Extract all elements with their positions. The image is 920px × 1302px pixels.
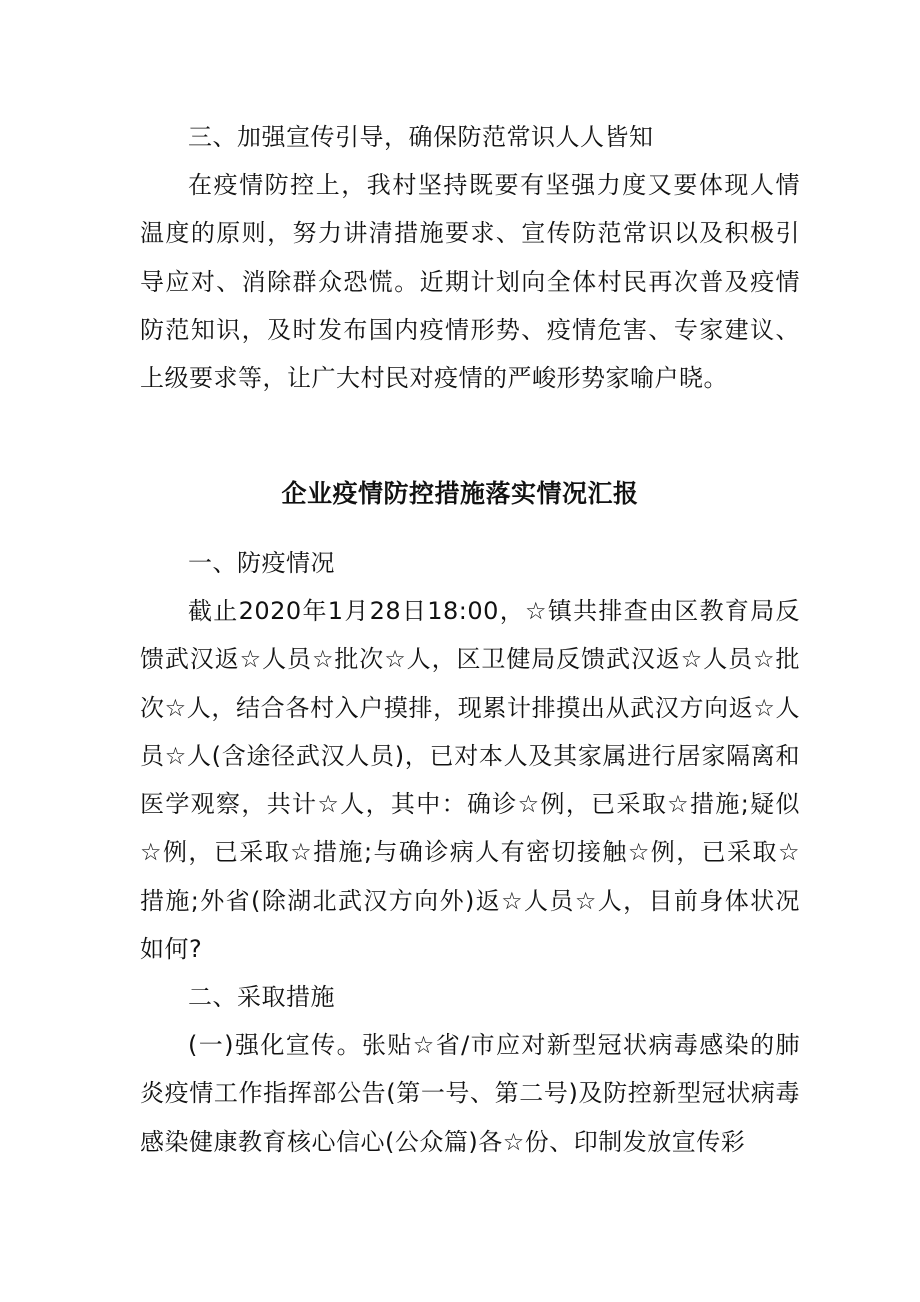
section-three-body: 在疫情防控上，我村坚持既要有坚强力度又要体现人情温度的原则，努力讲清措施要求、宣传防范常识以及积极引导应对、消除群众恐慌。近期计划向全体村民再次普及疫情防范知识，及时发布国内疫情形势、疫情危害、专家建议、上级要求等，让广大村民对疫情的严峻形势家喻户晓。 bbox=[140, 171, 800, 393]
section-two-body: (一)强化宣传。张贴☆省/市应对新型冠状病毒感染的肺炎疫情工作指挥部公告(第一号、第二号)及防控新型冠状病毒感染健康教育核心信心(公众篇)各☆份、印制发放宣传彩 bbox=[140, 1031, 800, 1156]
document-title: 企业疫情防控措施落实情况汇报 bbox=[281, 479, 639, 508]
section-three-heading: 三、加强宣传引导，确保防范常识人人皆知 bbox=[188, 123, 654, 151]
section-one-body: 截止2020年1月28日18:00，☆镇共排查由区教育局反馈武汉返☆人员☆批次☆人，区卫健局反馈武汉返☆人员☆批次☆人，结合各村入户摸排，现累计排摸出从武汉方向返☆人员☆人(含途径武汉人员)，已对本人及其家属进行居家隔离和医学观察，共计☆人，其中：确诊☆例，已采取☆措施;疑似☆例，已采取☆措施;与确诊病人有密切接触☆例，已采取☆措施;外省(除湖北武汉方向外)返☆人员☆人，目前身体状况如何? bbox=[140, 597, 800, 964]
section-two-heading: 二、采取措施 bbox=[188, 983, 335, 1011]
section-one-heading: 一、防疫情况 bbox=[188, 549, 335, 577]
